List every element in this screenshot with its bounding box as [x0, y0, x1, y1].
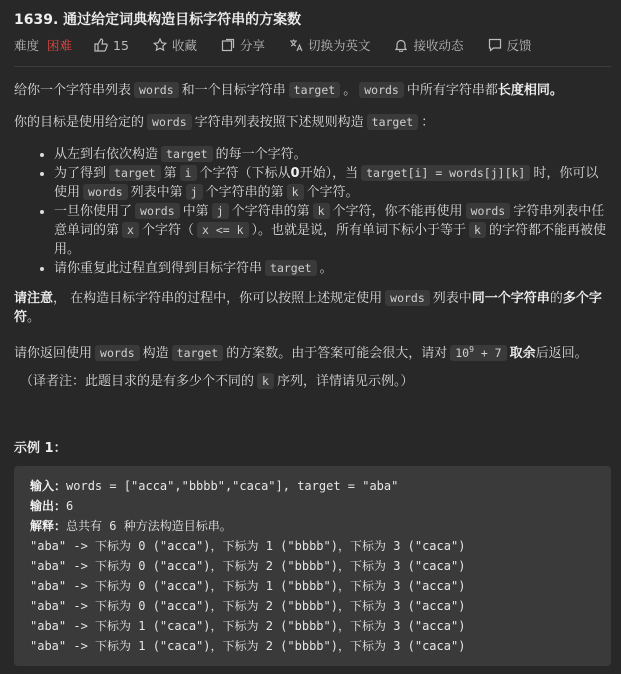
example-input-line: [30, 476, 595, 496]
description-paragraph-4: [14, 340, 611, 363]
inline-code: target: [265, 260, 317, 276]
translate-icon: [289, 38, 303, 52]
bold-text: 同一个字符串: [471, 291, 550, 306]
text: 字符串列表按照下述规则构造: [194, 115, 364, 130]
text: 字符串列表中任意单词的第: [54, 204, 605, 238]
explain-value: 总共有 6 种方法构造目标串。: [66, 519, 232, 533]
inline-code: x <= k: [197, 222, 249, 238]
text: 个字符，你不能再使用: [332, 204, 463, 219]
explain-label: 解释：: [30, 519, 67, 533]
difficulty-badge: 困难: [47, 38, 73, 53]
example-line: "aba" -> 下标为 0 ("acca")，下标为 2 ("bbbb")，下标为 3 ("acca"): [30, 599, 466, 613]
bold-text: 请注意: [14, 291, 54, 306]
description-paragraph-1: [14, 81, 611, 100]
example-title: 示例 1：: [14, 441, 67, 456]
inline-code: j: [212, 203, 229, 219]
inline-code: words: [83, 184, 128, 200]
text: 请你重复此过程直到得到目标字符串: [54, 261, 263, 276]
text: 。: [319, 261, 333, 276]
like-button[interactable]: [94, 38, 129, 53]
text: 后返回。: [535, 345, 588, 361]
inline-code: words: [466, 203, 511, 219]
text: 时，你可以使用: [54, 166, 599, 200]
example-explain-line: [30, 516, 595, 536]
text: + 7: [473, 345, 502, 360]
thumbs-up-icon: [94, 38, 108, 52]
text: 的每一个字符。: [215, 147, 307, 162]
inline-code: target: [172, 345, 224, 361]
text: ）。也就是说，所有单词下标小于等于: [251, 223, 467, 238]
bold-text: 。: [549, 83, 563, 98]
output-label: 输出：: [30, 499, 67, 513]
text: 和一个目标字符串: [181, 83, 286, 98]
text: 请你返回使用: [14, 345, 93, 361]
like-count: 15: [113, 37, 129, 53]
example-line: "aba" -> 下标为 0 ("acca")，下标为 1 ("bbbb")，下标为 3 ("acca"): [30, 579, 466, 593]
text: 。: [343, 83, 357, 98]
text: 第: [163, 166, 177, 181]
inline-code: k: [469, 222, 486, 238]
bold-text: 长度相同: [497, 83, 550, 98]
switch-language-button[interactable]: [289, 36, 371, 54]
share-icon: [221, 38, 235, 52]
bold-text: 0: [290, 166, 300, 181]
inline-code: [450, 345, 506, 361]
feedback-button[interactable]: [488, 36, 532, 54]
inline-code: j: [186, 184, 203, 200]
inline-code: words: [359, 82, 404, 98]
example-line: "aba" -> 下标为 1 ("caca")，下标为 2 ("bbbb")，下标为 3 ("caca"): [30, 639, 466, 653]
text: 列表中: [432, 291, 472, 306]
text: 个字符串的第: [205, 185, 284, 200]
share-button[interactable]: [221, 36, 265, 54]
inline-code: i: [180, 165, 197, 181]
bold-text: 取余: [509, 345, 536, 361]
text: 的方案数。由于答案可能会很大，请对: [226, 345, 448, 361]
inline-code: target: [289, 82, 341, 98]
inline-code: target: [367, 114, 419, 130]
example-block: [14, 466, 611, 666]
text: 给你一个字符串列表: [14, 83, 132, 98]
description-paragraph-3: [14, 289, 611, 327]
example-line: "aba" -> 下标为 1 ("caca")，下标为 2 ("bbbb")，下标为 3 ("acca"): [30, 619, 466, 633]
subscribe-label: 接收动态: [413, 38, 464, 53]
inline-code: words: [134, 82, 179, 98]
list-item: [54, 164, 611, 202]
inline-code: target: [109, 165, 161, 181]
text: 。: [27, 310, 41, 325]
inline-code: k: [287, 184, 304, 200]
description-paragraph-5: [20, 372, 611, 391]
text: 从左到右依次构造: [54, 147, 159, 162]
input-label: 输入：: [30, 479, 67, 493]
example-line: "aba" -> 下标为 0 ("acca")，下标为 2 ("bbbb")，下标为 3 ("caca"): [30, 559, 466, 573]
bell-icon: [394, 38, 408, 52]
favorite-label: 收藏: [171, 38, 197, 53]
text: 中所有字符串都: [406, 83, 498, 98]
list-item: [54, 145, 611, 164]
text: 构造: [142, 345, 169, 361]
problem-title: 1639. 通过给定词典构造目标字符串的方案数: [14, 12, 302, 28]
share-label: 分享: [239, 38, 265, 53]
text: 列表中第: [130, 185, 183, 200]
difficulty-label: 难度: [14, 38, 40, 53]
text: 中第: [182, 204, 209, 219]
feedback-label: 反馈: [506, 38, 532, 53]
text: 你的目标是使用给定的: [14, 115, 145, 130]
text: 个字符（: [141, 223, 194, 238]
list-item: [54, 202, 611, 259]
feedback-icon: [488, 38, 502, 52]
header-divider: [14, 66, 611, 67]
text: 开始），当: [299, 166, 359, 181]
inline-code: words: [135, 203, 180, 219]
inline-code: words: [385, 290, 430, 306]
favorite-button[interactable]: [153, 36, 197, 54]
input-value: words = ["acca","bbbb","caca"], target = "aba": [66, 479, 399, 493]
text: 序列，详情请见示例。）: [276, 374, 414, 389]
text: 为了得到: [54, 166, 107, 181]
text: 的字符都不能再被使用。: [54, 223, 606, 257]
example-output-line: [30, 496, 595, 516]
star-icon: [153, 38, 167, 52]
text: 个字符串的第: [231, 204, 310, 219]
description-paragraph-2: [14, 113, 611, 132]
rules-list-wrap: [14, 145, 611, 278]
inline-code: x: [122, 222, 139, 238]
inline-code: target: [161, 146, 213, 162]
inline-code: k: [313, 203, 330, 219]
text: ：: [421, 115, 435, 130]
text: 个字符（下标从: [199, 166, 291, 181]
switch-language-label: 切换为英文: [307, 38, 371, 53]
list-item: [54, 259, 611, 278]
text: 个字符。: [306, 185, 359, 200]
inline-code: target[i] = words[j][k]: [361, 165, 530, 181]
inline-code: k: [257, 373, 274, 389]
rules-list: [14, 145, 611, 278]
text: （译者注：此题目求的是有多少个不同的: [20, 374, 255, 389]
superscript: 9: [469, 345, 474, 354]
text: 的: [549, 291, 563, 306]
inline-code: words: [95, 345, 140, 361]
text: 一旦你使用了: [54, 204, 133, 219]
subscribe-button[interactable]: [394, 36, 463, 54]
bold-text: 多个字符: [14, 291, 602, 325]
text: ， 在构造目标字符串的过程中，你可以按照上述规定使用: [53, 291, 383, 306]
inline-code: words: [147, 114, 192, 130]
text: 10: [455, 345, 470, 360]
example-line: "aba" -> 下标为 0 ("acca")，下标为 1 ("bbbb")，下标为 3 ("caca"): [30, 539, 466, 553]
output-value: 6: [66, 499, 74, 513]
problem-meta-bar: [14, 36, 611, 54]
